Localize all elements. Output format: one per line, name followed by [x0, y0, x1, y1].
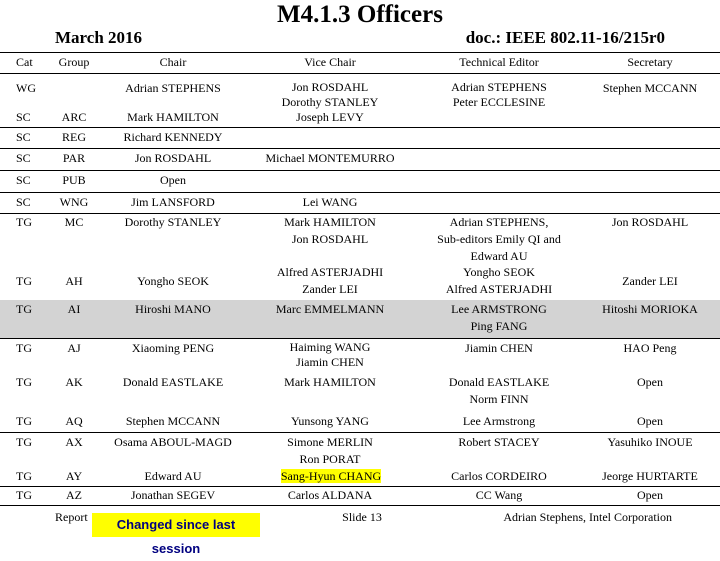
col-header-secretary: Secretary	[627, 55, 673, 69]
cell-cat: SC	[16, 173, 31, 187]
cell-chair: Dorothy STANLEY	[124, 215, 222, 229]
cell-chair: Hiroshi MANO	[135, 302, 211, 316]
cell-chair: Richard KENNEDY	[123, 130, 223, 144]
cell-cat: TG	[16, 469, 32, 483]
cell-cat: TG	[16, 488, 32, 502]
cell-vice-chair: Haiming WANG Jiamin CHEN	[289, 340, 371, 369]
cell-vice-chair: Marc EMMELMANN	[275, 302, 385, 316]
table-row	[0, 434, 720, 468]
cell-vice-chair: Yunsong YANG	[291, 414, 369, 428]
cell-secretary: Stephen MCCANN	[602, 81, 698, 95]
cell-technical-editor: Adrian STEPHENS Peter ECCLESINE	[451, 80, 547, 109]
cell-vice-chair: Michael MONTEMURRO	[265, 151, 395, 165]
cell-vice-chair: Simone MERLIN Ron PORAT	[287, 435, 373, 466]
cell-group: WNG	[59, 195, 89, 209]
cell-cat: SC	[16, 151, 31, 165]
cell-chair: Jim LANSFORD	[131, 195, 215, 209]
cell-chair: Donald EASTLAKE	[122, 375, 224, 389]
table-row	[0, 487, 720, 505]
row-rule	[0, 338, 720, 339]
table-row	[0, 374, 720, 410]
cell-cat: TG	[16, 435, 32, 449]
cell-chair: Stephen MCCANN	[125, 414, 221, 428]
table-row	[0, 214, 720, 264]
table-header-rule	[0, 73, 720, 74]
col-header-cat: Cat	[16, 55, 33, 69]
changed-highlight: Sang-Hyun CHANG	[280, 469, 382, 483]
cell-chair: Mark HAMILTON	[127, 110, 219, 124]
cell-secretary: Zander LEI	[622, 274, 678, 288]
cell-cat: TG	[16, 302, 32, 316]
cell-cat: TG	[16, 375, 32, 389]
col-header-technical-editor: Technical Editor	[459, 55, 539, 69]
row-rule	[0, 127, 720, 128]
header-doc-id: doc.: IEEE 802.11-16/215r0	[465, 28, 665, 47]
cell-cat: WG	[16, 81, 36, 95]
cell-vice-chair: Lei WANG	[302, 195, 358, 209]
slide-number: Slide 13	[342, 510, 382, 524]
cell-secretary: Open	[637, 488, 663, 502]
cell-technical-editor: Yongho SEOK Alfred ASTERJADHI	[445, 265, 553, 296]
col-header-vice-chair: Vice Chair	[304, 55, 356, 69]
table-row	[0, 300, 720, 338]
cell-secretary: Open	[637, 375, 663, 389]
cell-group: AH	[65, 274, 83, 288]
cell-group: AK	[65, 375, 83, 389]
cell-cat: TG	[16, 414, 32, 428]
cell-chair: Adrian STEPHENS	[125, 81, 221, 95]
cell-vice-chair-changed	[272, 468, 390, 485]
cell-group: AJ	[67, 341, 81, 355]
table-row	[0, 264, 720, 300]
cell-group: PAR	[62, 151, 86, 165]
cell-chair: Jon ROSDAHL	[134, 151, 212, 165]
table-row	[0, 109, 720, 127]
row-rule	[0, 192, 720, 193]
cell-cat: TG	[16, 215, 32, 229]
cell-cat: SC	[16, 130, 31, 144]
cell-secretary: Jeorge HURTARTE	[602, 469, 698, 483]
cell-secretary: Yasuhiko INOUE	[607, 435, 693, 449]
cell-group: ARC	[61, 110, 87, 124]
cell-technical-editor: Lee ARMSTRONG Ping FANG	[451, 302, 547, 333]
table-row	[0, 194, 720, 212]
cell-technical-editor: Jiamin CHEN	[465, 341, 533, 355]
table-header-row	[0, 54, 720, 72]
cell-cat: TG	[16, 274, 32, 288]
cell-group: AY	[65, 469, 83, 483]
footer-report: Report	[55, 510, 88, 524]
row-rule	[0, 148, 720, 149]
cell-cat: SC	[16, 110, 31, 124]
cell-technical-editor: CC Wang	[475, 488, 523, 502]
cell-secretary: Open	[637, 414, 663, 428]
cell-technical-editor: Robert STACEY	[458, 435, 540, 449]
cell-chair: Yongho SEOK	[137, 274, 209, 288]
cell-technical-editor: Lee Armstrong	[462, 414, 536, 428]
col-header-chair: Chair	[159, 55, 187, 69]
cell-secretary: Hitoshi MORIOKA	[602, 302, 698, 316]
col-header-group: Group	[58, 55, 90, 69]
header-date: March 2016	[55, 28, 143, 47]
table-row	[0, 413, 720, 431]
cell-secretary: HAO Peng	[623, 341, 677, 355]
row-rule	[0, 432, 720, 433]
cell-vice-chair: Carlos ALDANA	[287, 488, 373, 502]
cell-secretary: Jon ROSDAHL	[611, 215, 689, 229]
table-row	[0, 340, 720, 374]
row-rule	[0, 505, 720, 506]
cell-chair: Jonathan SEGEV	[130, 488, 216, 502]
cell-cat: SC	[16, 195, 31, 209]
cell-chair: Open	[160, 173, 186, 187]
cell-vice-chair: Alfred ASTERJADHI Zander LEI	[276, 265, 384, 296]
table-row	[0, 150, 720, 168]
cell-technical-editor: Carlos CORDEIRO	[451, 469, 547, 483]
changed-legend: Changed since last session	[92, 513, 260, 537]
table-row	[0, 129, 720, 147]
footer-author: Adrian Stephens, Intel Corporation	[503, 510, 672, 524]
cell-vice-chair: Mark HAMILTON Jon ROSDAHL	[284, 215, 376, 246]
cell-vice-chair: Jon ROSDAHL Dorothy STANLEY Joseph LEVY	[281, 80, 379, 124]
cell-group: AI	[67, 302, 81, 316]
cell-group: AX	[65, 435, 83, 449]
cell-chair: Edward AU	[144, 469, 202, 483]
cell-vice-chair: Mark HAMILTON	[284, 375, 376, 389]
cell-chair: Osama ABOUL-MAGD	[114, 435, 232, 449]
cell-technical-editor: Adrian STEPHENS, Sub-editors Emily QI and Edward AU	[437, 215, 561, 263]
cell-group: MC	[64, 215, 84, 229]
cell-technical-editor: Donald EASTLAKE Norm FINN	[448, 375, 550, 406]
table-row	[0, 468, 720, 486]
slide-title: M4.1.3 Officers	[277, 1, 443, 28]
cell-group: AQ	[65, 414, 83, 428]
row-rule	[0, 170, 720, 171]
header-rule	[0, 52, 720, 53]
table-row	[0, 172, 720, 190]
cell-group: AZ	[66, 488, 82, 502]
cell-group: REG	[62, 130, 86, 144]
cell-chair: Xiaoming PENG	[131, 341, 215, 355]
cell-cat: TG	[16, 341, 32, 355]
cell-group: PUB	[62, 173, 86, 187]
